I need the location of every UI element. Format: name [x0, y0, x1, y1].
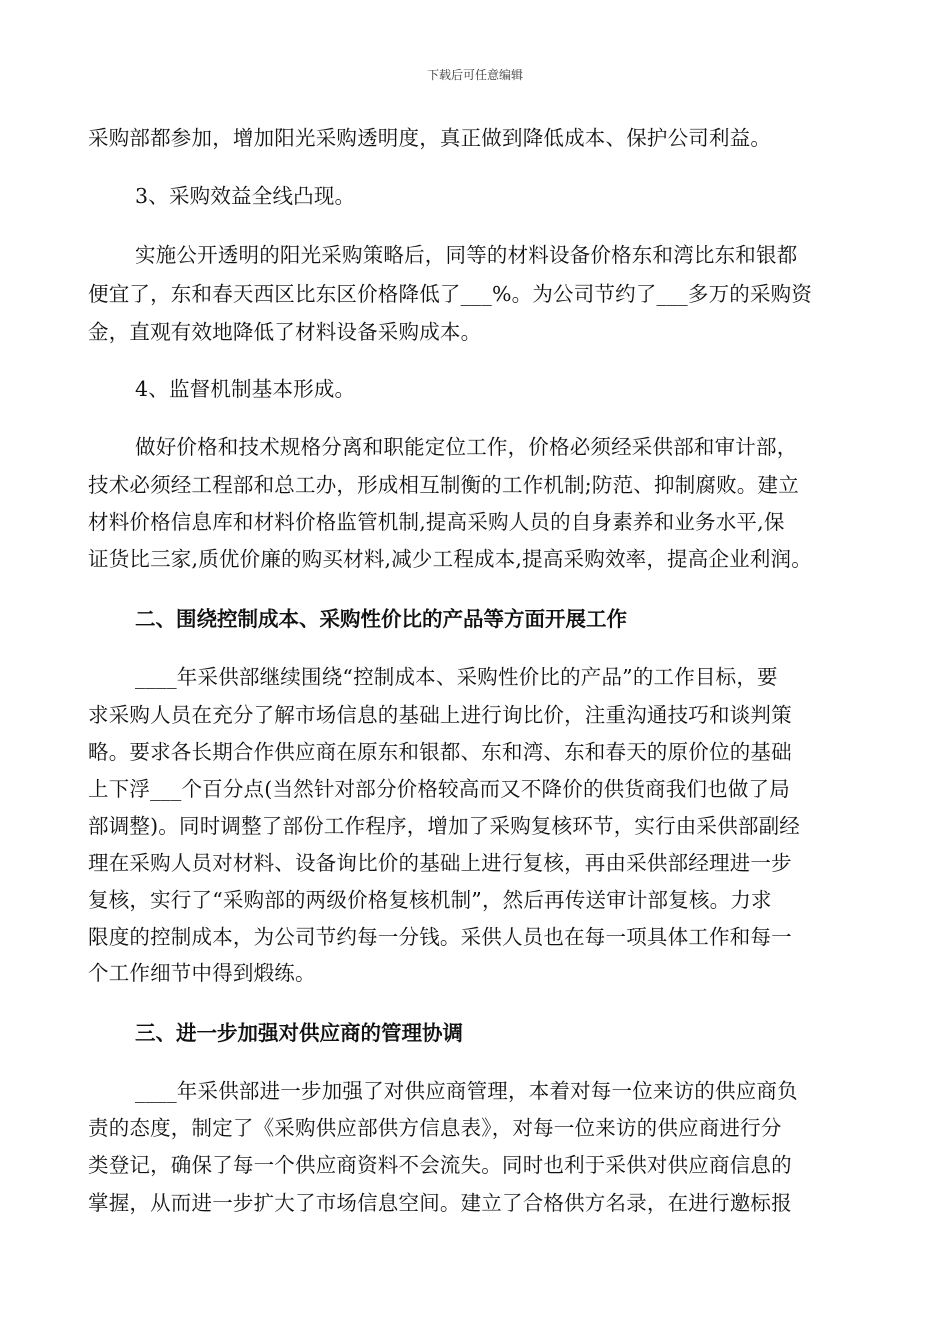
- paragraph-line: ____年采供部继续围绕“控制成本、采购性价比的产品”的工作目标，要: [135, 665, 778, 689]
- list-item-heading: 4、监督机制基本形成。: [135, 377, 356, 401]
- paragraph-line: 责的态度，制定了《采购供应部供方信息表》，对每一位来访的供应商进行分: [88, 1116, 782, 1140]
- paragraph-line: 上下浮___个百分点(当然针对部分价格较高而又不降价的供货商我们也做了局: [88, 777, 790, 801]
- section-heading: 三、进一步加强对供应商的管理协调: [135, 1021, 463, 1045]
- paragraph-line: 便宜了，东和春天西区比东区价格降低了___%。为公司节约了___多万的采购资: [88, 282, 813, 306]
- paragraph-line: ____年采供部进一步加强了对供应商管理，本着对每一位来访的供应商负: [135, 1079, 798, 1103]
- paragraph-line: 部调整)。同时调整了部份工作程序，增加了采购复核环节，实行由采供部副经: [88, 814, 800, 838]
- paragraph-line: 求采购人员在充分了解市场信息的基础上进行询比价，注重沟通技巧和谈判策: [88, 703, 792, 727]
- list-item-heading: 3、采购效益全线凸现。: [135, 184, 356, 208]
- paragraph-line: 证货比三家,质优价廉的购买材料,减少工程成本,提高采购效率，提高企业利润。: [88, 547, 812, 571]
- paragraph-line: 略。要求各长期合作供应商在原东和银都、东和湾、东和春天的原价位的基础: [88, 740, 792, 764]
- paragraph-line: 限度的控制成本，为公司节约每一分钱。采供人员也在每一项具体工作和每一: [88, 925, 792, 949]
- paragraph-line: 做好价格和技术规格分离和职能定位工作，价格必须经采供部和审计部，: [135, 435, 798, 459]
- paragraph-line: 类登记，确保了每一个供应商资料不会流失。同时也利于采供对供应商信息的: [88, 1153, 792, 1177]
- paragraph-line: 掌握，从而进一步扩大了市场信息空间。建立了合格供方名录，在进行邀标报: [88, 1191, 792, 1215]
- paragraph-line: 个工作细节中得到煅练。: [88, 961, 316, 985]
- paragraph-line: 复核，实行了“采购部的两级价格复核机制”，然后再传送审计部复核。力求: [88, 888, 772, 912]
- section-heading: 二、围绕控制成本、采购性价比的产品等方面开展工作: [135, 607, 627, 631]
- paragraph-line: 技术必须经工程部和总工办，形成相互制衡的工作机制;防范、抑制腐败。建立: [88, 473, 799, 497]
- paragraph-line: 金，直观有效地降低了材料设备采购成本。: [88, 320, 482, 344]
- paragraph-line: 实施公开透明的阳光采购策略后，同等的材料设备价格东和湾比东和银都: [135, 243, 798, 267]
- paragraph-line: 材料价格信息库和材料价格监管机制,提高采购人员的自身素养和业务水平,保: [88, 510, 785, 534]
- page-header-note: 下载后可任意编辑: [426, 68, 523, 82]
- paragraph-line: 理在采购人员对材料、设备询比价的基础上进行复核，再由采供部经理进一步: [88, 851, 792, 875]
- paragraph-line: 采购部都参加，增加阳光采购透明度，真正做到降低成本、保护公司利益。: [88, 126, 772, 150]
